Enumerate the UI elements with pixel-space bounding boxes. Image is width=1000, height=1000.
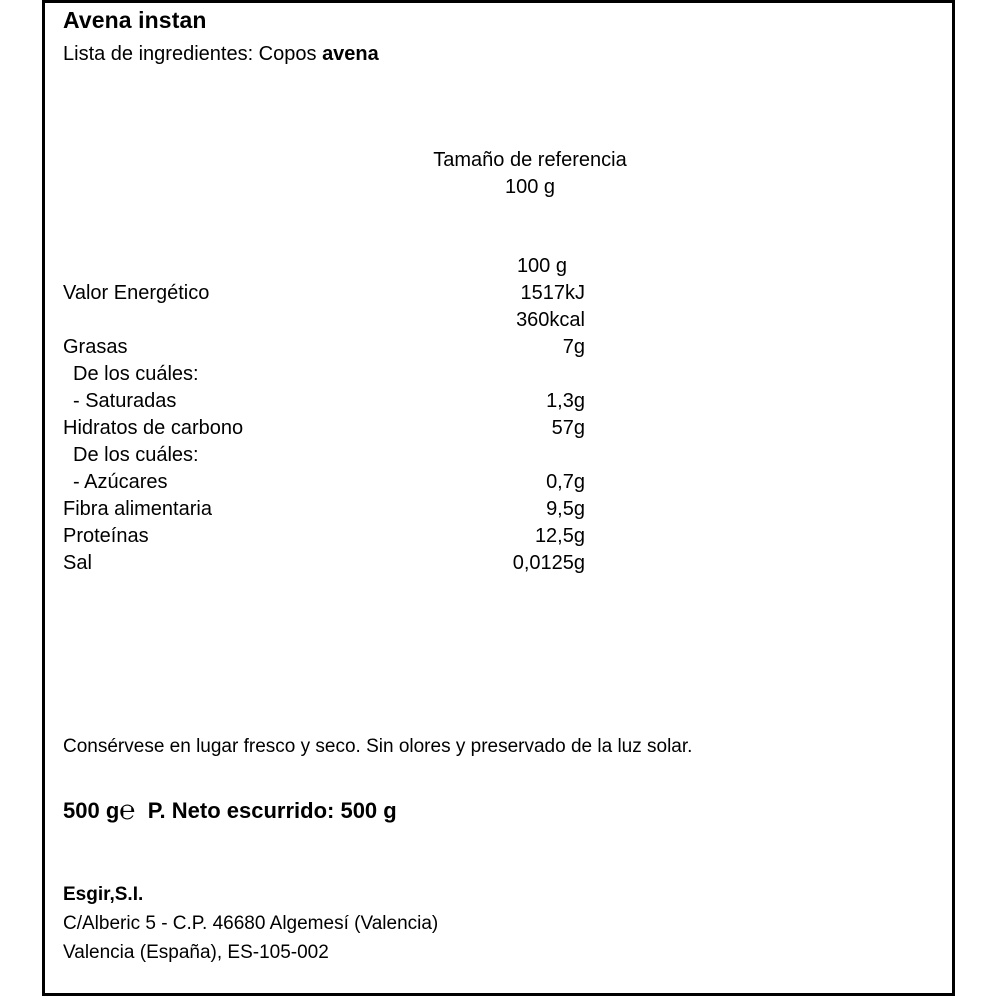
table-row	[45, 496, 952, 523]
nutrition-label-of-which-fat: De los cuáles:	[73, 363, 199, 385]
manufacturer-address-block	[63, 880, 438, 967]
table-row	[45, 280, 952, 307]
company-name: Esgir,S.I.	[63, 884, 144, 905]
nutrition-value-protein: 12,5g	[534, 525, 585, 547]
table-row	[45, 442, 952, 469]
table-row	[45, 469, 952, 496]
nutrition-label-carbohydrate: Hidratos de carbono	[63, 417, 244, 439]
table-row	[45, 523, 952, 550]
estimated-sign-icon: ℮	[119, 795, 136, 825]
address-street-line: C/Alberic 5 - C.P. 46680 Algemesí (Valencia)	[63, 913, 439, 934]
ingredients-line	[63, 43, 379, 66]
reference-size-heading: Tamaño de referencia	[433, 149, 627, 171]
nutrition-value-saturates: 1,3g	[546, 390, 585, 412]
nutrition-label-energy: Valor Energético	[63, 282, 210, 304]
ingredients-main-item: avena	[322, 43, 379, 65]
nutrition-value-fibre: 9,5g	[546, 498, 585, 520]
table-row	[45, 388, 952, 415]
table-row	[45, 361, 952, 388]
ingredients-prefix: Lista de ingredientes: Copos	[63, 43, 323, 65]
reference-size-block	[385, 147, 675, 201]
nutrition-column-header: 100 g	[516, 255, 567, 277]
gross-weight: 500 g	[63, 798, 120, 823]
nutrition-label-protein: Proteínas	[63, 525, 149, 547]
net-weight-line	[63, 795, 397, 826]
table-row	[45, 415, 952, 442]
nutrition-label-sugars: - Azúcares	[73, 471, 168, 493]
table-row	[45, 334, 952, 361]
nutrition-label-frame	[42, 0, 955, 996]
reference-size-amount: 100 g	[504, 176, 556, 198]
nutrition-value-salt: 0,0125g	[512, 552, 585, 574]
nutrition-label-of-which-carbs: De los cuáles:	[73, 444, 199, 466]
address-region-line: Valencia (España), ES-105-002	[63, 942, 329, 963]
page-title: Avena instan	[63, 7, 207, 33]
nutrition-table	[45, 253, 952, 577]
nutrition-column-header-row	[45, 253, 952, 280]
nutrition-value-energy-kj: 1517kJ	[520, 282, 585, 304]
table-row	[45, 550, 952, 577]
nutrition-value-fat: 7g	[562, 336, 585, 358]
nutrition-value-sugars: 0,7g	[546, 471, 585, 493]
nutrition-value-carbohydrate: 57g	[551, 417, 585, 439]
nutrition-label-fibre: Fibra alimentaria	[63, 498, 212, 520]
nutrition-label-salt: Sal	[63, 552, 92, 574]
drained-net-weight: P. Neto escurrido: 500 g	[147, 798, 397, 823]
nutrition-value-energy-kcal: 360kcal	[516, 309, 585, 331]
table-row	[45, 307, 952, 334]
nutrition-label-saturates: - Saturadas	[73, 390, 177, 412]
nutrition-label-fat: Grasas	[63, 336, 128, 358]
storage-instructions: Consérvese en lugar fresco y seco. Sin olores y preservado de la luz solar.	[63, 736, 693, 757]
